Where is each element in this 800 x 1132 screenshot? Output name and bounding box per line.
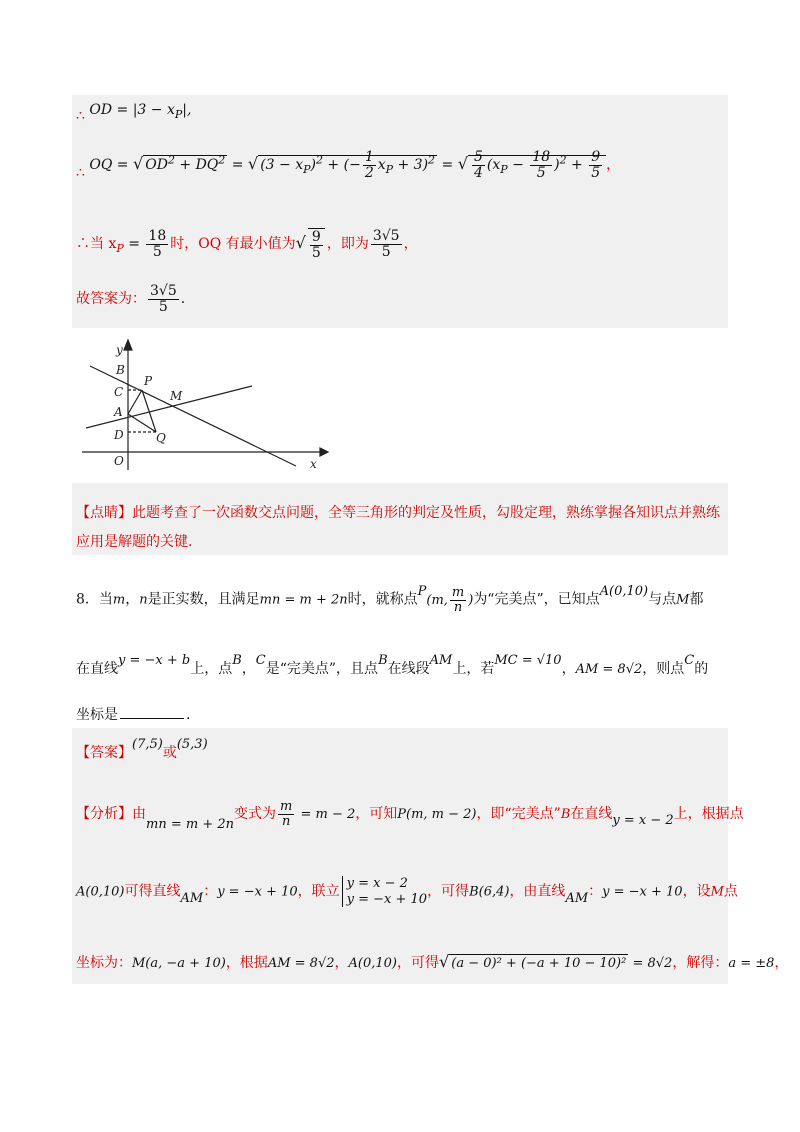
oq-inner-sub: P — [500, 162, 508, 176]
a3-text-3: ， — [334, 955, 349, 971]
segment-ap — [128, 390, 142, 414]
oq-expression — [89, 149, 621, 181]
p8-l2-b: B — [232, 653, 242, 668]
a2-text-5: ，由直线 — [509, 883, 566, 900]
eighteen-den: 5 — [536, 164, 546, 181]
label-q: Q — [156, 431, 166, 445]
a2-line2: y = −x + 10 — [602, 884, 683, 900]
label-c: C — [114, 385, 124, 399]
p8-l2-text-5: 上，若 — [452, 661, 495, 677]
a2-am: AM — [180, 890, 204, 906]
label-o: O — [114, 454, 124, 468]
p8-m-over-n — [450, 586, 466, 614]
five-fourths-num: 5 — [473, 149, 483, 165]
label-x: x — [310, 457, 317, 471]
a1-eq: mn = m + 2n — [146, 817, 234, 833]
half-den: 2 — [364, 164, 374, 181]
min-18-den: 5 — [152, 243, 162, 260]
oq-part2-sub: P — [385, 162, 394, 176]
analysis-line-3 — [76, 954, 788, 970]
p8-l2-text-6: ，则点 — [642, 661, 685, 677]
od-expression — [89, 102, 192, 121]
oq-inner-minus: − — [507, 157, 529, 174]
comment-line-2 — [76, 535, 192, 549]
oq-sq: 2 — [315, 153, 323, 167]
p8-l2-text-2: 上，点 — [190, 661, 233, 677]
p8-l2-amv: AM = 8√2 — [575, 662, 643, 677]
p8-l2-c2: C — [684, 653, 695, 668]
five-fourths — [472, 150, 485, 180]
a2-text-7: ，设 — [682, 883, 711, 900]
p8-l2-sep: ， — [241, 661, 256, 677]
a1-text-5: 在直线 — [570, 806, 613, 823]
oq-sq-3: 2 — [559, 153, 567, 167]
answer-1: (7,5) — [132, 737, 163, 752]
a2-text-1: 可得直线 — [124, 883, 181, 900]
coordinate-figure — [72, 328, 335, 483]
sqrt-icon: √ — [295, 233, 306, 253]
label-m: M — [170, 389, 183, 403]
p8-l2-b2: B — [378, 653, 388, 668]
oq-plus2: + — [566, 157, 588, 174]
comment-text-1: 此题考查了一次函数交点问题，全等三角形的判定及性质，勾股定理，熟练掌握各知识点并熟练 — [132, 505, 720, 521]
a1-eq2: = m − 2 — [296, 807, 356, 823]
a3-point-m: M(a, −a + 10) — [132, 956, 226, 971]
oq-plus: + — [322, 157, 344, 174]
min-9-den: 5 — [311, 244, 321, 261]
oq-part2-start: (− — [343, 157, 361, 174]
problem8-line-3 — [76, 706, 190, 722]
nine-den: 5 — [591, 164, 601, 181]
min-line — [76, 228, 418, 260]
min-sub: P — [116, 241, 124, 255]
comment-text-2: 应用是解题的关键. — [76, 534, 193, 550]
a2-line: y = −x + 10 — [217, 884, 298, 900]
p8-text-3: 为“完美点”，已知点 — [473, 591, 600, 608]
answer-fraction — [148, 284, 179, 314]
answer-prefix: 故答案为： — [76, 291, 146, 308]
a3-am: AM = 8√2 — [267, 956, 335, 971]
p8-l2-am: AM — [429, 653, 453, 668]
a3-point-a: A(0,10) — [348, 956, 397, 971]
min-prefix: ∴当 x — [76, 236, 117, 253]
oq-r-plus: + DQ — [174, 157, 219, 174]
min-eq: = — [123, 236, 145, 253]
half-fraction — [363, 150, 376, 180]
p8-point-a: A(0,10) — [599, 583, 649, 599]
p8-l2-sep2: ， — [561, 661, 576, 677]
problem-number: 8．当 — [76, 591, 113, 608]
sqrt-icon: √ — [132, 154, 144, 174]
min-18-num: 18 — [148, 228, 167, 244]
min-ans-fraction — [371, 229, 402, 259]
p8-l2-text-1: 在直线 — [76, 661, 118, 677]
a3-text-5: ，解得： — [672, 955, 729, 971]
min-ans-den: 5 — [381, 243, 391, 260]
a3-sol: a = ±8 — [728, 956, 775, 971]
answer-block-line — [76, 737, 208, 761]
a3-text-1: 坐标为： — [76, 955, 132, 971]
a1-text-6: 上，根据点 — [673, 806, 744, 823]
oq-prefix: ∴ — [76, 165, 85, 182]
p8-condition: mn = m + 2n — [259, 592, 348, 608]
p8-text-5: 都 — [689, 591, 704, 608]
oq-radicand-3 — [468, 149, 606, 181]
p8-l2-text-7: 的 — [694, 661, 709, 677]
label-d: D — [114, 428, 124, 442]
oq-comma: ， — [606, 157, 621, 174]
x-axis-arrow — [320, 448, 328, 456]
oq-part1-sub: P — [303, 162, 311, 176]
a1-text-2: 变式为 — [234, 806, 276, 823]
problem8-line-1 — [76, 583, 704, 615]
a3-expr: (a − 0)² + (−a + 10 − 10)² — [451, 956, 627, 971]
eighteen-num: 18 — [532, 149, 551, 165]
oq-part1-end: ) — [310, 157, 316, 174]
analysis-line-2 — [76, 876, 738, 907]
answer-shade — [72, 728, 728, 984]
p8-frac-num: m — [451, 585, 465, 600]
od-text: OD = |3 − x — [89, 102, 175, 118]
a2-am2: AM — [565, 890, 589, 906]
a2-text-4: ，可得 — [427, 883, 470, 900]
sqrt-icon: √ — [457, 154, 468, 174]
p8-l2-text-3: 是“完美点”，且点 — [265, 661, 379, 677]
p8-line-eq: y = −x + b — [118, 653, 191, 668]
p8-l3-text: 坐标是 — [76, 707, 118, 723]
p8-text-4: 与点 — [648, 591, 677, 608]
p8-l2-text-4: 在线段 — [387, 661, 430, 677]
oq-eq2: = — [441, 157, 458, 174]
a2-text-6: ： — [588, 883, 603, 900]
oq-part2-mid: x — [377, 157, 386, 174]
a1-b: B — [560, 807, 571, 823]
y-axis-arrow — [124, 340, 132, 350]
a2-text-3: ，联立 — [297, 883, 340, 900]
a2-sys-1: y = x − 2 — [346, 876, 408, 891]
min-mid: 时，OQ 有最小值为 — [170, 236, 296, 253]
p8-l2-mc: MC = √10 — [494, 653, 562, 668]
label-b: B — [116, 363, 125, 377]
a3-text-4: ，可得 — [396, 955, 439, 971]
oq-radicand-2 — [258, 149, 437, 181]
line-am — [86, 386, 252, 428]
answer-tag: 【答案】 — [76, 745, 132, 761]
comment-tag: 【点睛】 — [76, 505, 132, 521]
oq-radicand-1 — [143, 155, 227, 173]
label-y: y — [116, 343, 123, 357]
sep-1: ， — [125, 591, 140, 608]
p8-frac-den: n — [453, 599, 463, 615]
p8-l3-end: . — [186, 707, 191, 723]
p8-p-open: (m, — [426, 592, 448, 608]
oq-eq: = — [231, 157, 248, 174]
sqrt-icon: √ — [247, 154, 259, 174]
a1-point-p: P(m, m − 2) — [397, 807, 477, 823]
label-a: A — [114, 405, 123, 419]
a2-system — [342, 876, 427, 907]
p8-point-coords — [426, 585, 474, 615]
answer-or: 或 — [162, 745, 177, 761]
oq-part2-end: + 3) — [393, 157, 429, 174]
oq-line — [76, 150, 620, 180]
var-m: m — [112, 592, 126, 608]
a1-frac-den: n — [281, 813, 291, 829]
a1-m-over-n — [278, 800, 294, 828]
comment-line-1 — [76, 506, 720, 520]
min-9-fraction — [308, 228, 325, 260]
a3-text-2: ，根据 — [225, 955, 268, 971]
min-18-fraction — [146, 229, 168, 259]
nine-num: 9 — [591, 149, 601, 165]
sqrt-icon: √ — [438, 952, 450, 971]
oq-r1-sup: 2 — [167, 153, 175, 167]
a2-m: M — [710, 884, 724, 900]
od-prefix: ∴ — [76, 108, 85, 124]
a2-text-2: ： — [203, 883, 218, 900]
a1-frac-num: m — [280, 799, 293, 814]
a2-point-a: A(0,10) — [76, 884, 125, 900]
od-tail: |, — [182, 102, 192, 118]
analysis-tag: 【分析】 — [76, 806, 132, 823]
oq-r1: OD — [145, 157, 168, 174]
min-mid2: ，即为 — [326, 236, 369, 253]
analysis-line-1 — [76, 799, 744, 833]
p8-text-2: 时，就称点 — [347, 591, 418, 608]
oq-left: OQ = — [89, 157, 133, 174]
half-num: 1 — [364, 149, 374, 165]
od-line — [76, 102, 192, 124]
oq-r2-sup: 2 — [218, 153, 226, 167]
var-n: n — [139, 592, 148, 608]
p8-l2-c: C — [255, 653, 266, 668]
nine-fifths — [589, 150, 602, 180]
oq-sq-2: 2 — [428, 153, 436, 167]
a1-text-3: ，可知 — [355, 806, 398, 823]
problem8-line-2 — [76, 653, 709, 677]
p8-point-p: P — [417, 583, 427, 599]
answer-line — [76, 284, 185, 314]
oq-part1: (3 − x — [260, 157, 304, 174]
a2-point-b: B(6,4) — [469, 884, 510, 900]
oq-inner: (x — [486, 157, 501, 174]
a3-end: ， — [774, 955, 789, 971]
answer-2: (5,3) — [176, 737, 208, 752]
od-sub: P — [174, 107, 183, 121]
min-ans-num: 3√5 — [372, 228, 400, 244]
five-fourths-den: 4 — [473, 164, 483, 181]
a1-text-1: 由 — [132, 806, 146, 823]
answer-end: . — [180, 291, 186, 308]
a2-text-8: 点 — [723, 883, 738, 900]
answer-blank[interactable] — [120, 706, 184, 719]
min-9-num: 9 — [311, 229, 321, 245]
segment-aq — [128, 414, 156, 432]
a3-eq: = 8√2 — [628, 956, 673, 971]
label-p: P — [144, 374, 153, 388]
p8-point-m: M — [676, 592, 690, 608]
p8-p-close: ) — [468, 592, 474, 608]
min-end: ， — [403, 236, 418, 253]
answer-den: 5 — [158, 298, 168, 315]
a1-line: y = x − 2 — [612, 813, 674, 829]
answer-num: 3√5 — [150, 283, 177, 299]
a2-sys-2: y = −x + 10 — [346, 891, 428, 907]
p8-text-1: 是正实数，且满足 — [147, 591, 260, 608]
eighteen-fifths — [530, 150, 552, 180]
oq-inner-end: ) — [554, 157, 560, 174]
a1-text-4: ，即“完美点” — [476, 806, 561, 823]
